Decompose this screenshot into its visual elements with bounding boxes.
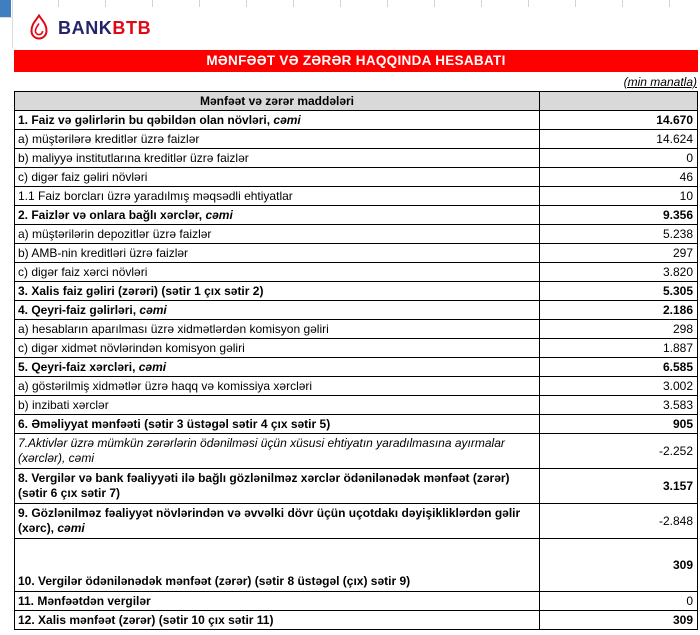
row-label-italic-suffix: cəmi [273, 112, 301, 127]
row-label: b) inzibati xərclər [18, 397, 109, 412]
row-label-cell [15, 149, 540, 168]
row-value-cell: 46 [540, 168, 698, 187]
row-value-cell: -2.848 [540, 504, 698, 539]
report-title-banner: MƏNFƏƏT VƏ ZƏRƏR HAQQINDA HESABATI [14, 50, 698, 72]
row-value-cell: 3.583 [540, 396, 698, 415]
profit-loss-table [14, 91, 698, 630]
row-label: 12. Xalis mənfəət (zərər) (sətir 10 çıx sətir 11) [18, 612, 274, 627]
row-label: 5. Qeyri-faiz xərcləri, [18, 359, 139, 374]
row-label-cell [15, 539, 540, 592]
table-header-label: Mənfəət və zərər maddələri [15, 92, 540, 111]
table-row [15, 592, 698, 611]
units-note: (min manatla) [623, 75, 697, 89]
row-label: c) digər xidmət növlərindən komisyon gəliri [18, 340, 245, 355]
row-label: b) maliyyə institutlarına kreditlər üzrə faizlər [18, 150, 249, 165]
table-row [15, 469, 698, 504]
row-gridline [0, 17, 12, 18]
table-row [15, 377, 698, 396]
row-label: b) AMB-nin kreditləri üzrə faizlər [18, 245, 189, 260]
row-label-cell [15, 130, 540, 149]
row-label-cell [15, 592, 540, 611]
row-value-cell: 309 [540, 611, 698, 630]
table-row [15, 206, 698, 225]
table-row [15, 415, 698, 434]
row-label-italic-suffix: cəmi [138, 359, 167, 374]
row-value-cell: 3.002 [540, 377, 698, 396]
row-label-cell [15, 377, 540, 396]
row-label: a) müştərilərə kreditlər üzrə faizlər [18, 131, 200, 146]
row-value-cell: 14.670 [540, 111, 698, 130]
row-label: 2. Faizlər və onlara bağlı xərclər, [18, 207, 206, 222]
row-value-cell: 3.820 [540, 263, 698, 282]
table-row [15, 434, 698, 469]
excel-corner-cell [0, 0, 11, 17]
row-label: a) göstərilmiş xidmətlər üzrə haqq və komissiya xərcləri [18, 378, 313, 393]
column-gridlines [12, 0, 698, 7]
table-row [15, 244, 698, 263]
table-row [15, 263, 698, 282]
row-label-cell [15, 187, 540, 206]
row-label: 1. Faiz və gəlirlərin bu qəbildən olan növləri, [18, 112, 274, 127]
flame-icon [27, 14, 51, 42]
table-row [15, 301, 698, 320]
row-label: 1.1 Faiz borcları üzrə yaradılmış məqsədli ehtiyatlar [18, 188, 293, 203]
row-label-cell [15, 301, 540, 320]
table-header-value-cell [540, 92, 698, 111]
column-gridline [12, 0, 13, 48]
row-label: 11. Mənfəətdən vergilər [18, 593, 151, 608]
row-label-cell [15, 415, 540, 434]
table-row [15, 130, 698, 149]
row-label-cell [15, 244, 540, 263]
row-label-cell [15, 206, 540, 225]
row-label: 4. Qeyri-faiz gəlirləri, [18, 302, 140, 317]
table-row [15, 168, 698, 187]
row-label-cell [15, 168, 540, 187]
row-label: 10. Vergilər ödənilənədək mənfəət (zərər) (sətir 8 üstəgəl (çıx) sətir 9) [18, 574, 411, 588]
table-row [15, 504, 698, 539]
row-label-italic-suffix: cəmi [205, 207, 233, 222]
row-label-cell [15, 434, 540, 469]
row-label-cell [15, 504, 540, 539]
logo-text [58, 18, 151, 39]
table-row [15, 187, 698, 206]
row-label-italic-suffix: cəmi [139, 302, 167, 317]
table-row [15, 611, 698, 630]
table-row [15, 539, 698, 592]
row-label-cell [15, 396, 540, 415]
bank-logo [27, 14, 151, 42]
row-label-cell [15, 282, 540, 301]
table-row [15, 396, 698, 415]
row-label-cell [15, 225, 540, 244]
row-label: c) digər faiz gəliri növləri [18, 169, 148, 184]
row-label: 6. Əməliyyat mənfəəti (sətir 3 üstəgəl sətir 4 çıx sətir 5) [18, 416, 331, 431]
row-label-cell [15, 263, 540, 282]
row-label: 8. Vergilər və bank fəaliyyəti ilə bağlı gözlənilməz xərclər ödənilənədək mənfəət (zərər) (sətir 6 çıx sətir 7) [18, 471, 510, 500]
table-header-row [15, 92, 698, 111]
row-value-cell: 297 [540, 244, 698, 263]
logo-text-btb: BTB [112, 17, 152, 38]
row-label: a) hesabların aparılması üzrə xidmətlərdən komisyon gəliri [18, 321, 329, 336]
row-value-cell: 3.157 [540, 469, 698, 504]
table-row [15, 282, 698, 301]
row-value-cell: 10 [540, 187, 698, 206]
logo-text-bank: BANK [58, 17, 113, 38]
table-row [15, 111, 698, 130]
row-value-cell: 298 [540, 320, 698, 339]
row-value-cell: 9.356 [540, 206, 698, 225]
row-value-cell: 0 [540, 149, 698, 168]
row-value-cell: 2.186 [540, 301, 698, 320]
row-value-cell: 5.305 [540, 282, 698, 301]
row-label-cell [15, 611, 540, 630]
row-value-cell: 6.585 [540, 358, 698, 377]
row-label: c) digər faiz xərci növləri [18, 264, 148, 279]
row-value-cell: 1.887 [540, 339, 698, 358]
row-label-cell [15, 339, 540, 358]
row-label-italic-suffix: cəmi [57, 521, 85, 535]
row-label-cell [15, 320, 540, 339]
row-label: a) müştərilərin depozitlər üzrə faizlər [18, 226, 212, 241]
row-value-cell: -2.252 [540, 434, 698, 469]
row-label: 3. Xalis faiz gəliri (zərəri) (sətir 1 çıx sətir 2) [18, 283, 264, 298]
row-value-cell: 14.624 [540, 130, 698, 149]
row-label-cell [15, 111, 540, 130]
table-row [15, 149, 698, 168]
table-row [15, 320, 698, 339]
table-row [15, 339, 698, 358]
row-label-cell [15, 358, 540, 377]
row-value-cell: 5.238 [540, 225, 698, 244]
row-label: 9. Gözlənilməz fəaliyyət növlərindən və əvvəlki dövr üçün uçotdakı dəyişikliklərdən gəlir (xərc), [18, 506, 521, 535]
table-row [15, 225, 698, 244]
row-value-cell: 905 [540, 415, 698, 434]
table-row [15, 358, 698, 377]
row-value-cell: 0 [540, 592, 698, 611]
row-label: 7.Aktivlər üzrə mümkün zərərlərin ödənilməsi üçün xüsusi ehtiyatın yaradılmasına ayırmalar (xərclər), [18, 436, 505, 465]
row-label-italic-suffix: cəmi [68, 451, 95, 465]
row-label-cell [15, 469, 540, 504]
row-value-cell: 309 [540, 539, 698, 592]
